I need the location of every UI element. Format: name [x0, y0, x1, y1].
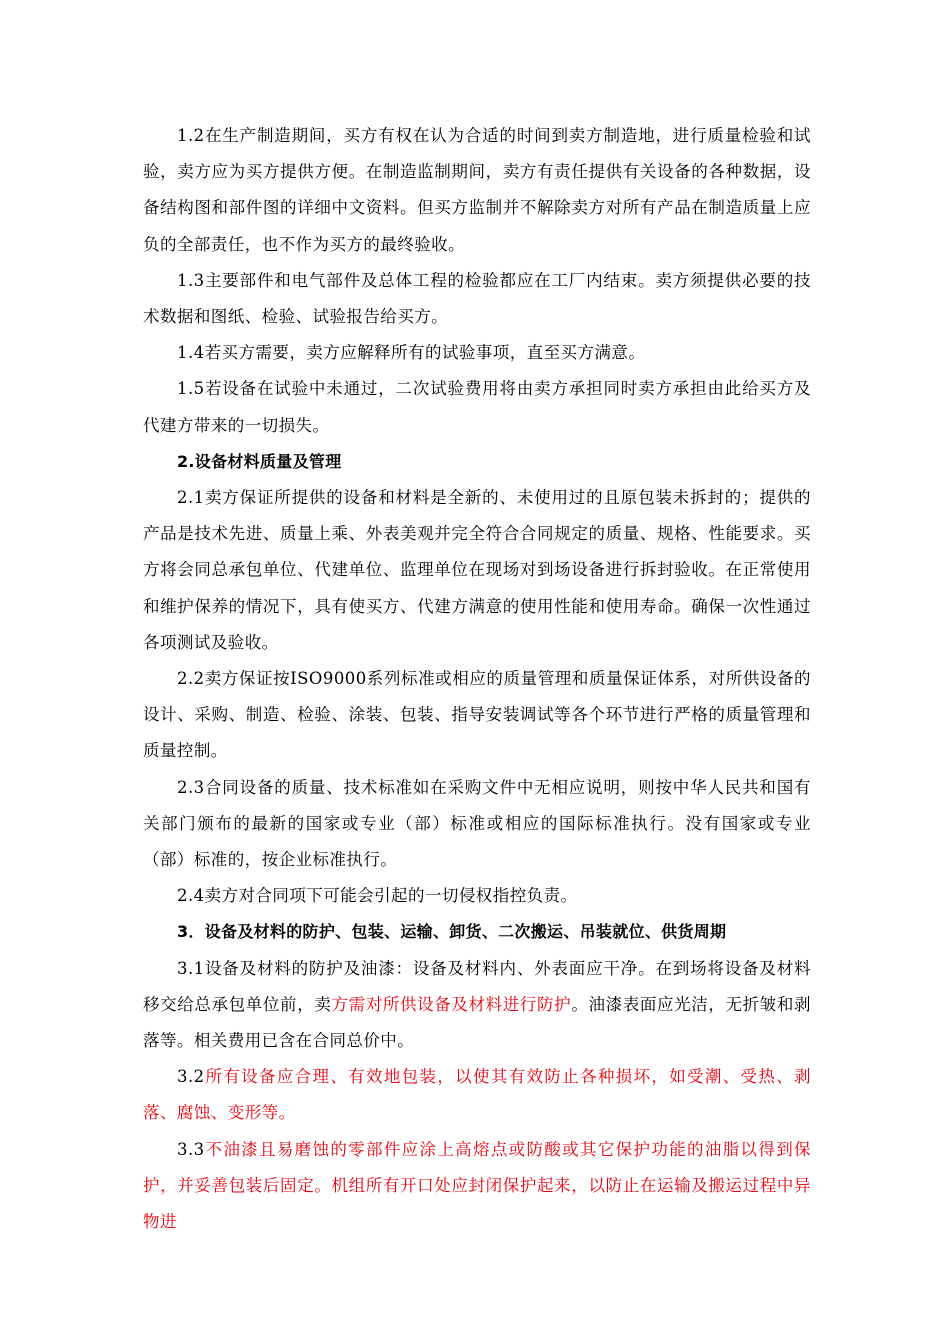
- paragraph-3-2-number: 3.2: [177, 1067, 205, 1087]
- paragraph-1-3: 1.3主要部件和电气部件及总体工程的检验都应在工厂内结束。卖方须提供必要的技术数据和图纸、检验、试验报告给买方。: [143, 270, 811, 327]
- paragraph-3-2-highlight: 所有设备应合理、有效地包装，以使其有效防止各种损坏，如受潮、受热、剥落、腐蚀、变形等。: [143, 1067, 811, 1123]
- paragraph-3-3-highlight: 不油漆且易磨蚀的零部件应涂上高熔点或防酸或其它保护功能的油脂以得到保护，并妥善包装后固定。机组所有开口处应封闭保护起来，以防止在运输及搬运过程中异物进: [143, 1139, 811, 1232]
- paragraph-3-1-text-a: 3.1设备及材料的防护及油漆：设备及材料内、外表面应干净。在到场将设备及材料移交给总承包单位前，卖: [143, 958, 811, 1014]
- paragraph-2-3: 2.3合同设备的质量、技术标准如在采购文件中无相应说明，则按中华人民共和国有关部门颁布的最新的国家或专业（部）标准或相应的国际标准执行。没有国家或专业（部）标准的，按企业标准执行。: [143, 777, 811, 870]
- paragraph-1-2: 1.2在生产制造期间，买方有权在认为合适的时间到卖方制造地，进行质量检验和试验，卖方应为买方提供方便。在制造监制期间，卖方有责任提供有关设备的各种数据，设备结构图和部件图的详细中文资料。但买方监制并不解除卖方对所有产品在制造质量上应负的全部责任，也不作为买方的最终验收。: [143, 126, 811, 254]
- paragraph-1-4: 1.4若买方需要，卖方应解释所有的试验事项，直至买方满意。: [177, 343, 646, 363]
- paragraph-2-1: 2.1卖方保证所提供的设备和材料是全新的、未使用过的且原包装未拆封的；提供的产品是技术先进、质量上乘、外表美观并完全符合合同规定的质量、规格、性能要求。买方将会同总承包单位、代建单位、监理单位在现场对到场设备进行拆封验收。在正常使用和维护保养的情况下，具有使买方、代建方满意的使用性能和使用寿命。确保一次性通过各项测试及验收。: [143, 488, 811, 652]
- document-body: [143, 118, 811, 1240]
- paragraph-1-5: 1.5若设备在试验中未通过，二次试验费用将由卖方承担同时卖方承担由此给买方及代建方带来的一切损失。: [143, 379, 811, 435]
- paragraph-3-2: [143, 1059, 811, 1131]
- paragraph-3-3: [143, 1132, 811, 1241]
- section-heading-3: 3．设备及材料的防护、包装、运输、卸货、二次搬运、吊装就位、供货周期: [177, 922, 727, 942]
- paragraph-3-1: [143, 951, 811, 1060]
- paragraph-3-1-highlight: 方需对所供设备及材料进行防护: [331, 994, 572, 1014]
- section-heading-2: 2.设备材料质量及管理: [177, 451, 342, 471]
- paragraph-3-1-text-c: 。油漆表面应光洁，无折皱和剥落等。相关费用已含在合同总价中。: [143, 994, 811, 1051]
- paragraph-2-2: 2.2卖方保证按ISO9000系列标准或相应的质量管理和质量保证体系，对所供设备的设计、采购、制造、检验、涂装、包装、指导安装调试等各个环节进行严格的质量管理和质量控制。: [143, 669, 811, 761]
- paragraph-2-4: 2.4卖方对合同项下可能会引起的一切侵权指控负责。: [177, 886, 578, 906]
- paragraph-3-3-number: 3.3: [177, 1139, 205, 1159]
